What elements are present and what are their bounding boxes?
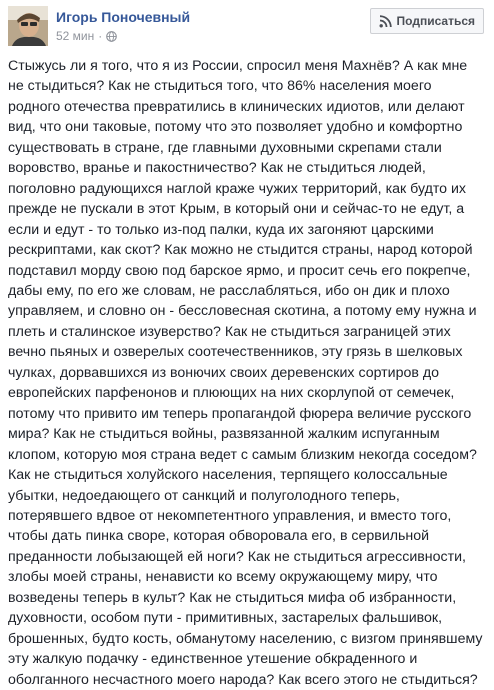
globe-icon[interactable]	[106, 31, 117, 42]
post-header	[0, 0, 494, 46]
author-avatar[interactable]	[8, 6, 48, 46]
author-name[interactable]: Игорь Поночевный	[56, 9, 191, 25]
rss-icon	[379, 15, 392, 28]
avatar-image	[8, 6, 48, 46]
post-body-text: Стыжусь ли я того, что я из России, спросил меня Махнёв? А как мне не стыдиться? Как не стыдиться того, что 86% населения моего родного отечества превратились в клинических идиотов, или делают вид, что они таковые, потому что это позволяет удобно и комфортно существовать в стране, где главными духовными скрепами стали воровство, вранье и пакостничество? Как не стыдиться людей, поголовно радующихся наглой краже чужих территорий, как будто их прежде не пускали в этот Крым, в который они и сейчас-то не едут, а если и едут - то только из-под палки, куда их загоняют царскими рескриптами, как скот? Как можно не стыдится страны, народ которой подставил морду свою под барское ярмо, и просит сечь его покрепче, дабы ему, по его же словам, не расслабляться, ибо он дик и плохо управляем, и словно он - бессловесная скотина, а потому ему нужна и плеть и сталинское изуверство? Как не стыдиться заграницей этих вечно пьяных и озверелых соотечественников, эту грязь в шелковых чулках, дорвавшихся из вонючих своих деревенских сортиров до европейских парфенонов и плюющих на них скорлупой от семечек, потому что привито им теперь пропагандой фюрера величие русского мира? Как не стыдиться войны, развязанной жалким испуганным клопом, которую моя страна ведет с самым близким некогда соседом? Как не стыдиться холуйского населения, терпящего колоссальные убытки, недоедающего от санкций и полуголодного теперь, потерявшего вдвое от некомпетентного управления, и вместо того, чтобы дать пинка своре, которая обворовала его, в сервильной преданности лобызающей ей ноги? Как не стыдиться агрессивности, злобы моей страны, ненависти ко всему окружающему миру, что возведены теперь в культ? Как не стыдиться мифа об избранности, духовности, особом пути - примитивных, застарелых фальшивок, брошенных, будто кость, обманутому населению, с визгом принявшему эту жалкую подачку - единственное утешение обкраденного и оболганного несчастного моего народа? Как всего этого не стыдиться?	[8, 58, 483, 688]
post-meta	[56, 29, 117, 43]
subscribe-button[interactable]	[370, 8, 484, 34]
subscribe-label: Подписаться	[396, 14, 475, 28]
post-timestamp[interactable]: 52 мин	[56, 29, 95, 43]
meta-separator: ·	[98, 29, 103, 43]
